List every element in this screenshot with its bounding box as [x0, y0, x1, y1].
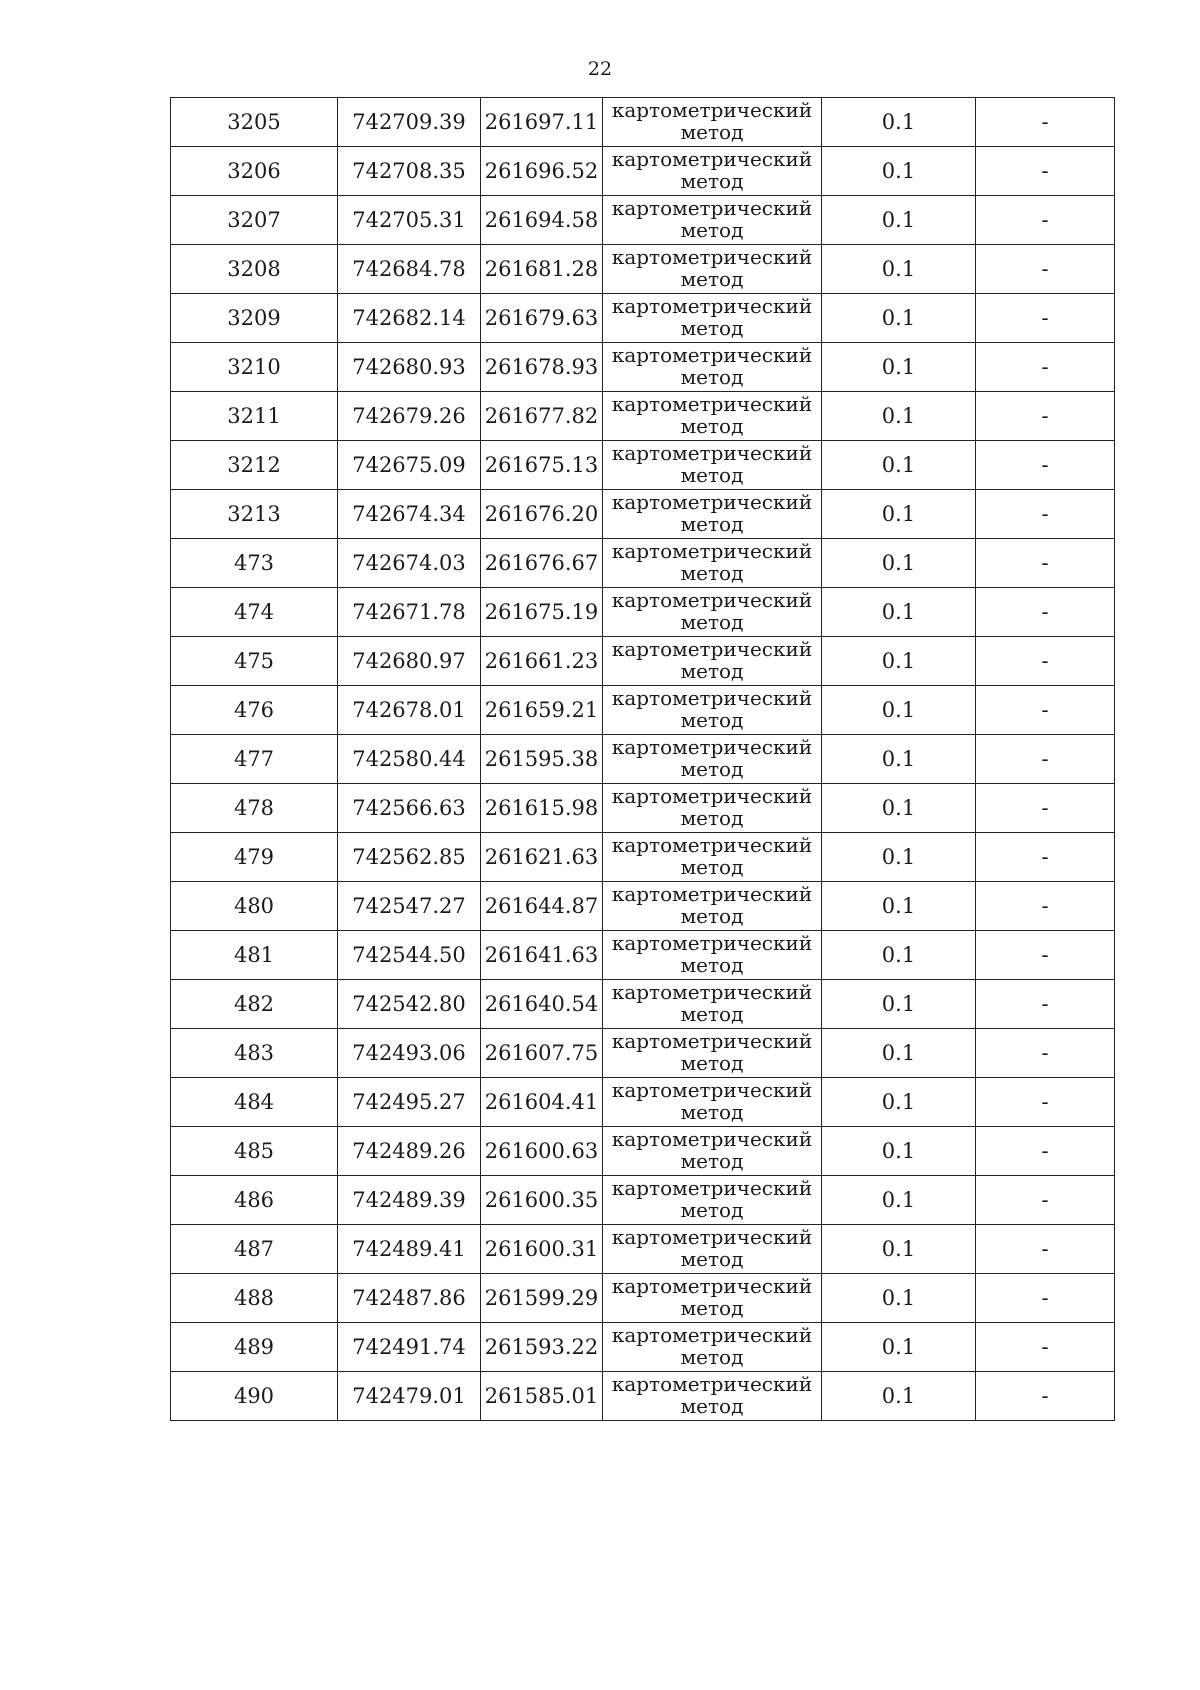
- method-line-1: картометрический: [611, 1225, 813, 1250]
- page-number: 22: [587, 58, 613, 80]
- table-row: [171, 1225, 1115, 1274]
- table-row: [171, 1274, 1115, 1323]
- point-number-cell: 487: [171, 1225, 338, 1274]
- method-cell: [603, 686, 822, 735]
- point-number-cell: 490: [171, 1372, 338, 1421]
- point-number-cell: 489: [171, 1323, 338, 1372]
- accuracy-cell: 0.1: [822, 637, 976, 686]
- note-cell: -: [976, 441, 1115, 490]
- y-coordinate-cell: 261675.13: [481, 441, 603, 490]
- y-coordinate-cell: 261679.63: [481, 294, 603, 343]
- y-coordinate-cell: 261604.41: [481, 1078, 603, 1127]
- accuracy-cell: 0.1: [822, 1078, 976, 1127]
- table-row: [171, 441, 1115, 490]
- method-line-1: картометрический: [611, 392, 813, 417]
- accuracy-cell: 0.1: [822, 1274, 976, 1323]
- point-number-cell: 481: [171, 931, 338, 980]
- accuracy-cell: 0.1: [822, 931, 976, 980]
- accuracy-cell: 0.1: [822, 490, 976, 539]
- note-cell: -: [976, 539, 1115, 588]
- x-coordinate-cell: 742479.01: [338, 1372, 481, 1421]
- x-coordinate-cell: 742489.39: [338, 1176, 481, 1225]
- note-cell: -: [976, 147, 1115, 196]
- method-cell: [603, 294, 822, 343]
- table-row: [171, 1323, 1115, 1372]
- coordinates-table: [170, 97, 1115, 1421]
- note-cell: -: [976, 343, 1115, 392]
- method-cell: [603, 980, 822, 1029]
- method-line-2: метод: [680, 610, 744, 634]
- method-line-2: метод: [680, 855, 744, 879]
- note-cell: -: [976, 98, 1115, 147]
- y-coordinate-cell: 261659.21: [481, 686, 603, 735]
- x-coordinate-cell: 742580.44: [338, 735, 481, 784]
- method-line-2: метод: [680, 1198, 744, 1222]
- method-line-1: картометрический: [611, 931, 813, 956]
- method-line-2: метод: [680, 463, 744, 487]
- method-line-1: картометрический: [611, 833, 813, 858]
- method-line-2: метод: [680, 659, 744, 683]
- note-cell: -: [976, 1078, 1115, 1127]
- table-row: [171, 1176, 1115, 1225]
- accuracy-cell: 0.1: [822, 1029, 976, 1078]
- method-cell: [603, 392, 822, 441]
- method-line-2: метод: [680, 1100, 744, 1124]
- method-cell: [603, 1127, 822, 1176]
- table-row: [171, 1372, 1115, 1421]
- note-cell: -: [976, 196, 1115, 245]
- table-row: [171, 490, 1115, 539]
- method-line-2: метод: [680, 512, 744, 536]
- method-cell: [603, 1078, 822, 1127]
- note-cell: -: [976, 784, 1115, 833]
- point-number-cell: 3209: [171, 294, 338, 343]
- y-coordinate-cell: 261681.28: [481, 245, 603, 294]
- point-number-cell: 484: [171, 1078, 338, 1127]
- y-coordinate-cell: 261641.63: [481, 931, 603, 980]
- note-cell: -: [976, 882, 1115, 931]
- method-line-1: картометрический: [611, 441, 813, 466]
- note-cell: -: [976, 490, 1115, 539]
- method-line-1: картометрический: [611, 686, 813, 711]
- method-line-2: метод: [680, 1296, 744, 1320]
- method-cell: [603, 735, 822, 784]
- x-coordinate-cell: 742487.86: [338, 1274, 481, 1323]
- point-number-cell: 3205: [171, 98, 338, 147]
- method-line-2: метод: [680, 561, 744, 585]
- method-cell: [603, 931, 822, 980]
- method-line-2: метод: [680, 757, 744, 781]
- x-coordinate-cell: 742489.26: [338, 1127, 481, 1176]
- accuracy-cell: 0.1: [822, 882, 976, 931]
- y-coordinate-cell: 261675.19: [481, 588, 603, 637]
- table-row: [171, 196, 1115, 245]
- note-cell: -: [976, 931, 1115, 980]
- y-coordinate-cell: 261677.82: [481, 392, 603, 441]
- table-row: [171, 931, 1115, 980]
- y-coordinate-cell: 261585.01: [481, 1372, 603, 1421]
- method-line-1: картометрический: [611, 1176, 813, 1201]
- method-cell: [603, 245, 822, 294]
- method-cell: [603, 98, 822, 147]
- accuracy-cell: 0.1: [822, 294, 976, 343]
- x-coordinate-cell: 742705.31: [338, 196, 481, 245]
- table-row: [171, 833, 1115, 882]
- table-row: [171, 1029, 1115, 1078]
- method-line-2: метод: [680, 708, 744, 732]
- x-coordinate-cell: 742682.14: [338, 294, 481, 343]
- accuracy-cell: 0.1: [822, 245, 976, 294]
- method-line-2: метод: [680, 169, 744, 193]
- method-line-2: метод: [680, 218, 744, 242]
- note-cell: -: [976, 1225, 1115, 1274]
- x-coordinate-cell: 742489.41: [338, 1225, 481, 1274]
- point-number-cell: 488: [171, 1274, 338, 1323]
- y-coordinate-cell: 261696.52: [481, 147, 603, 196]
- method-cell: [603, 588, 822, 637]
- method-line-2: метод: [680, 365, 744, 389]
- note-cell: -: [976, 1372, 1115, 1421]
- x-coordinate-cell: 742544.50: [338, 931, 481, 980]
- method-cell: [603, 343, 822, 392]
- accuracy-cell: 0.1: [822, 1225, 976, 1274]
- x-coordinate-cell: 742491.74: [338, 1323, 481, 1372]
- y-coordinate-cell: 261640.54: [481, 980, 603, 1029]
- table-row: [171, 588, 1115, 637]
- method-line-2: метод: [680, 953, 744, 977]
- method-line-1: картометрический: [611, 245, 813, 270]
- method-line-2: метод: [680, 1002, 744, 1026]
- method-line-2: метод: [680, 1394, 744, 1418]
- table-row: [171, 784, 1115, 833]
- x-coordinate-cell: 742562.85: [338, 833, 481, 882]
- point-number-cell: 3211: [171, 392, 338, 441]
- y-coordinate-cell: 261615.98: [481, 784, 603, 833]
- point-number-cell: 486: [171, 1176, 338, 1225]
- point-number-cell: 483: [171, 1029, 338, 1078]
- x-coordinate-cell: 742547.27: [338, 882, 481, 931]
- note-cell: -: [976, 686, 1115, 735]
- y-coordinate-cell: 261676.67: [481, 539, 603, 588]
- point-number-cell: 477: [171, 735, 338, 784]
- note-cell: -: [976, 294, 1115, 343]
- accuracy-cell: 0.1: [822, 980, 976, 1029]
- table-row: [171, 686, 1115, 735]
- accuracy-cell: 0.1: [822, 441, 976, 490]
- x-coordinate-cell: 742680.97: [338, 637, 481, 686]
- table-row: [171, 245, 1115, 294]
- point-number-cell: 3212: [171, 441, 338, 490]
- y-coordinate-cell: 261593.22: [481, 1323, 603, 1372]
- method-cell: [603, 441, 822, 490]
- x-coordinate-cell: 742708.35: [338, 147, 481, 196]
- method-line-2: метод: [680, 1149, 744, 1173]
- method-line-2: метод: [680, 1051, 744, 1075]
- y-coordinate-cell: 261600.35: [481, 1176, 603, 1225]
- note-cell: -: [976, 392, 1115, 441]
- accuracy-cell: 0.1: [822, 1372, 976, 1421]
- table-row: [171, 539, 1115, 588]
- x-coordinate-cell: 742684.78: [338, 245, 481, 294]
- accuracy-cell: 0.1: [822, 343, 976, 392]
- method-cell: [603, 1176, 822, 1225]
- note-cell: -: [976, 1029, 1115, 1078]
- method-cell: [603, 539, 822, 588]
- accuracy-cell: 0.1: [822, 98, 976, 147]
- y-coordinate-cell: 261676.20: [481, 490, 603, 539]
- table-row: [171, 980, 1115, 1029]
- accuracy-cell: 0.1: [822, 1176, 976, 1225]
- y-coordinate-cell: 261600.63: [481, 1127, 603, 1176]
- method-cell: [603, 784, 822, 833]
- table-row: [171, 147, 1115, 196]
- method-cell: [603, 1029, 822, 1078]
- method-line-1: картометрический: [611, 1372, 813, 1397]
- method-line-1: картометрический: [611, 735, 813, 760]
- method-line-2: метод: [680, 904, 744, 928]
- method-cell: [603, 490, 822, 539]
- method-cell: [603, 637, 822, 686]
- x-coordinate-cell: 742709.39: [338, 98, 481, 147]
- point-number-cell: 474: [171, 588, 338, 637]
- x-coordinate-cell: 742674.03: [338, 539, 481, 588]
- point-number-cell: 478: [171, 784, 338, 833]
- table-row: [171, 1078, 1115, 1127]
- method-line-1: картометрический: [611, 980, 813, 1005]
- x-coordinate-cell: 742566.63: [338, 784, 481, 833]
- y-coordinate-cell: 261678.93: [481, 343, 603, 392]
- point-number-cell: 485: [171, 1127, 338, 1176]
- method-cell: [603, 1323, 822, 1372]
- accuracy-cell: 0.1: [822, 686, 976, 735]
- note-cell: -: [976, 637, 1115, 686]
- point-number-cell: 482: [171, 980, 338, 1029]
- method-line-1: картометрический: [611, 784, 813, 809]
- method-line-1: картометрический: [611, 1078, 813, 1103]
- accuracy-cell: 0.1: [822, 833, 976, 882]
- method-line-1: картометрический: [611, 98, 813, 123]
- method-line-1: картометрический: [611, 147, 813, 172]
- y-coordinate-cell: 261694.58: [481, 196, 603, 245]
- method-line-2: метод: [680, 414, 744, 438]
- accuracy-cell: 0.1: [822, 392, 976, 441]
- accuracy-cell: 0.1: [822, 1323, 976, 1372]
- point-number-cell: 476: [171, 686, 338, 735]
- method-cell: [603, 196, 822, 245]
- method-line-1: картометрический: [611, 294, 813, 319]
- point-number-cell: 479: [171, 833, 338, 882]
- method-line-1: картометрический: [611, 1127, 813, 1152]
- method-line-1: картометрический: [611, 490, 813, 515]
- note-cell: -: [976, 1176, 1115, 1225]
- method-line-2: метод: [680, 1345, 744, 1369]
- method-cell: [603, 1372, 822, 1421]
- method-cell: [603, 882, 822, 931]
- accuracy-cell: 0.1: [822, 1127, 976, 1176]
- method-cell: [603, 1225, 822, 1274]
- accuracy-cell: 0.1: [822, 784, 976, 833]
- method-line-1: картометрический: [611, 637, 813, 662]
- x-coordinate-cell: 742680.93: [338, 343, 481, 392]
- method-line-2: метод: [680, 1247, 744, 1271]
- accuracy-cell: 0.1: [822, 539, 976, 588]
- note-cell: -: [976, 1323, 1115, 1372]
- point-number-cell: 3208: [171, 245, 338, 294]
- point-number-cell: 3206: [171, 147, 338, 196]
- method-line-1: картометрический: [611, 882, 813, 907]
- table-row: [171, 343, 1115, 392]
- table-row: [171, 294, 1115, 343]
- method-line-1: картометрический: [611, 1029, 813, 1054]
- note-cell: -: [976, 735, 1115, 784]
- point-number-cell: 473: [171, 539, 338, 588]
- x-coordinate-cell: 742674.34: [338, 490, 481, 539]
- x-coordinate-cell: 742671.78: [338, 588, 481, 637]
- y-coordinate-cell: 261621.63: [481, 833, 603, 882]
- table-row: [171, 735, 1115, 784]
- note-cell: -: [976, 1274, 1115, 1323]
- coordinates-table-body: [171, 98, 1115, 1421]
- y-coordinate-cell: 261607.75: [481, 1029, 603, 1078]
- x-coordinate-cell: 742675.09: [338, 441, 481, 490]
- x-coordinate-cell: 742493.06: [338, 1029, 481, 1078]
- table-row: [171, 1127, 1115, 1176]
- y-coordinate-cell: 261600.31: [481, 1225, 603, 1274]
- y-coordinate-cell: 261644.87: [481, 882, 603, 931]
- method-line-1: картометрический: [611, 343, 813, 368]
- y-coordinate-cell: 261599.29: [481, 1274, 603, 1323]
- point-number-cell: 3207: [171, 196, 338, 245]
- point-number-cell: 3210: [171, 343, 338, 392]
- accuracy-cell: 0.1: [822, 196, 976, 245]
- accuracy-cell: 0.1: [822, 147, 976, 196]
- method-line-2: метод: [680, 316, 744, 340]
- method-cell: [603, 833, 822, 882]
- method-cell: [603, 147, 822, 196]
- accuracy-cell: 0.1: [822, 735, 976, 784]
- y-coordinate-cell: 261595.38: [481, 735, 603, 784]
- x-coordinate-cell: 742679.26: [338, 392, 481, 441]
- note-cell: -: [976, 833, 1115, 882]
- method-line-1: картометрический: [611, 196, 813, 221]
- note-cell: -: [976, 588, 1115, 637]
- method-line-1: картометрический: [611, 539, 813, 564]
- y-coordinate-cell: 261697.11: [481, 98, 603, 147]
- method-line-1: картометрический: [611, 1323, 813, 1348]
- method-line-1: картометрический: [611, 1274, 813, 1299]
- method-line-2: метод: [680, 267, 744, 291]
- x-coordinate-cell: 742678.01: [338, 686, 481, 735]
- table-row: [171, 637, 1115, 686]
- note-cell: -: [976, 245, 1115, 294]
- method-line-1: картометрический: [611, 588, 813, 613]
- method-line-2: метод: [680, 120, 744, 144]
- point-number-cell: 475: [171, 637, 338, 686]
- x-coordinate-cell: 742495.27: [338, 1078, 481, 1127]
- note-cell: -: [976, 980, 1115, 1029]
- accuracy-cell: 0.1: [822, 588, 976, 637]
- note-cell: -: [976, 1127, 1115, 1176]
- table-row: [171, 392, 1115, 441]
- y-coordinate-cell: 261661.23: [481, 637, 603, 686]
- table-row: [171, 882, 1115, 931]
- method-cell: [603, 1274, 822, 1323]
- table-row: [171, 98, 1115, 147]
- method-line-2: метод: [680, 806, 744, 830]
- point-number-cell: 3213: [171, 490, 338, 539]
- point-number-cell: 480: [171, 882, 338, 931]
- x-coordinate-cell: 742542.80: [338, 980, 481, 1029]
